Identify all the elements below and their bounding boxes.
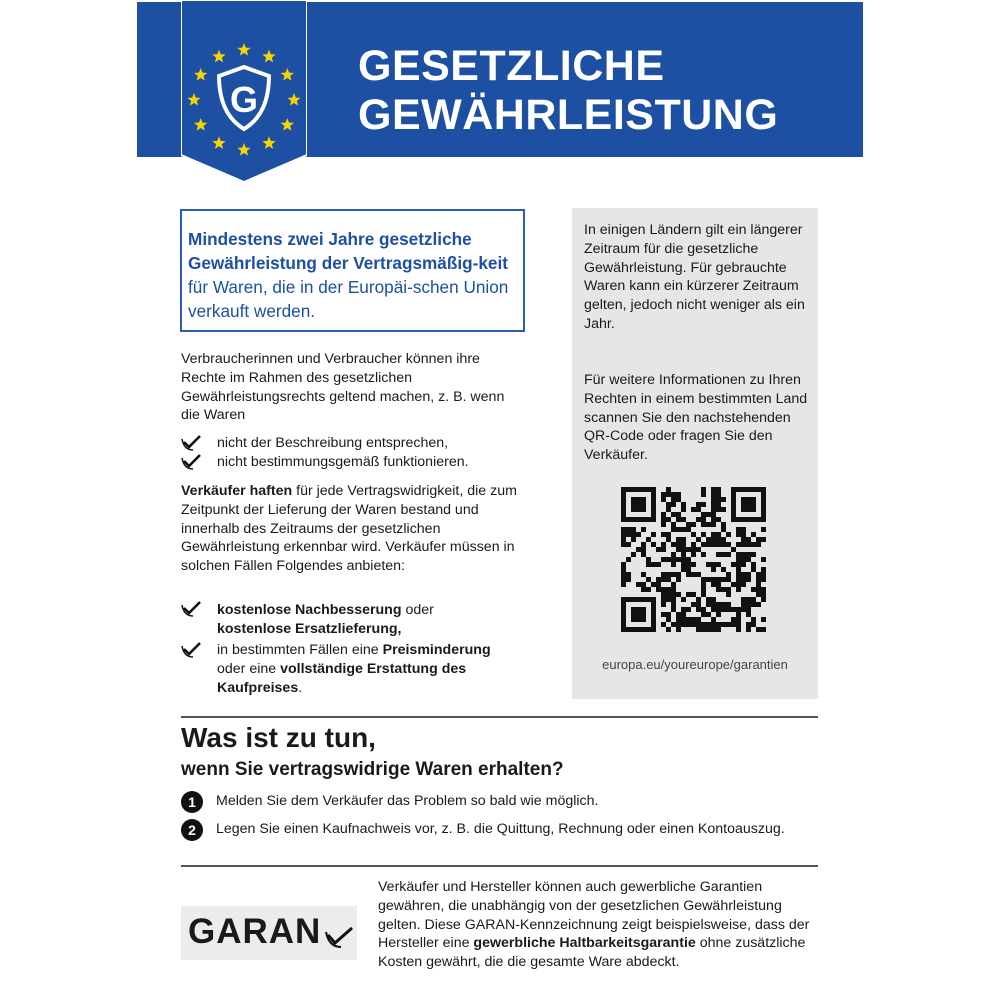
info-url-link[interactable]: europa.eu/youreurope/garantien [602, 657, 788, 672]
check-icon [181, 641, 203, 659]
title-line-1: GESETZLICHE [358, 42, 665, 90]
sidebar-text-2: Für weitere Informationen zu Ihren Rechten in einem bestimmten Land scannen Sie den nachstehenden QR-Code oder fragen Sie den Verkäufer. [584, 372, 808, 464]
garan-check-icon [325, 925, 355, 949]
divider [181, 716, 818, 718]
condition-2: nicht bestimmungsgemäß funktionieren. [217, 454, 469, 470]
intro-rest: für Waren, die in der Europäi-schen Union verkauft werden. [188, 277, 509, 321]
remedy-2-bold-2: vollständige Erstattung des [280, 660, 467, 677]
remedy-2-end: . [298, 679, 303, 696]
step-2-text: Legen Sie einen Kaufnachweis vor, z. B. die Quittung, Rechnung oder einen Kontoauszug. [216, 821, 785, 837]
condition-1: nicht der Beschreibung entsprechen, [217, 435, 449, 451]
remedy-1-text: oder [401, 602, 434, 618]
seller-liability-bold: Verkäufer haften [181, 483, 293, 499]
step-1-text: Melden Sie dem Verkäufer das Problem so bald wie möglich. [216, 793, 599, 809]
qr-code-icon[interactable] [621, 487, 766, 632]
title-line-2: GEWÄHRLEISTUNG [358, 91, 779, 139]
sidebar-text-1: In einigen Ländern gilt ein längerer Zeitraum für die gesetzliche Gewährleistung. Für gebrauchte Waren kann ein kürzerer Zeitraum gelten, jedoch nicht weniger als ein Jahr. [584, 222, 805, 332]
intro-bold: Mindestens zwei Jahre gesetzliche Gewährleistung der Vertragsmäßig-keit [188, 229, 508, 273]
check-icon [181, 453, 203, 471]
consumer-paragraph: Verbraucherinnen und Verbraucher können ihre Rechte im Rahmen des gesetzlichen Gewährleistungsrechts geltend machen, z. B. wenn die Waren [181, 351, 505, 424]
remedy-2-bold-3: Kaufpreises [217, 679, 299, 696]
intro-box [180, 209, 525, 332]
step-number-1: 1 [181, 791, 203, 813]
badge-letter: G [229, 79, 259, 120]
what-to-do-subheading: wenn Sie vertragswidrige Waren erhalten? [181, 759, 564, 780]
seller-liability-text: für jede Vertragswidrigkeit, die zum Zeitpunkt der Lieferung der Waren bestand und innerhalb des Zeitraums der gesetzlichen Gewährleistung erkennbar wird. Verkäufer müssen in solchen Fällen Folgendes anbieten: [181, 483, 517, 575]
what-to-do-heading: Was ist zu tun, [181, 722, 376, 753]
check-icon [181, 600, 203, 618]
remedy-2-text: in bestimmten Fällen eine [217, 642, 383, 658]
divider [181, 865, 818, 867]
remedy-2-text-2: oder eine [217, 660, 281, 677]
seller-liability-paragraph [181, 482, 526, 576]
remedy-2 [217, 641, 537, 697]
remedy-1-bold-2: kostenlose Ersatzlieferung, [217, 620, 402, 637]
garan-paragraph [378, 878, 818, 972]
garan-logo: GARAN [188, 912, 322, 951]
check-icon [181, 434, 203, 452]
step-number-2: 2 [181, 819, 203, 841]
remedy-2-bold: Preisminderung [382, 642, 491, 658]
eu-guarantee-badge-icon [181, 0, 307, 182]
remedy-1-bold: kostenlose Nachbesserung [217, 602, 402, 618]
garan-text: Verkäufer und Hersteller können auch gewerbliche Garantien gewähren, die unabhängig von der gesetzlichen Gewährleistung gelten. Diese GARAN-Kennzeichnung zeigt beispielsweise, dass der Hersteller eine [378, 879, 810, 952]
page-title [358, 42, 778, 140]
remedy-1 [217, 601, 527, 639]
garan-text-end: ohne zusätzliche Kosten gewährt, die die gesamte Ware abdeckt. [378, 935, 806, 971]
garan-bold: gewerbliche Haltbarkeitsgarantie [473, 935, 696, 952]
